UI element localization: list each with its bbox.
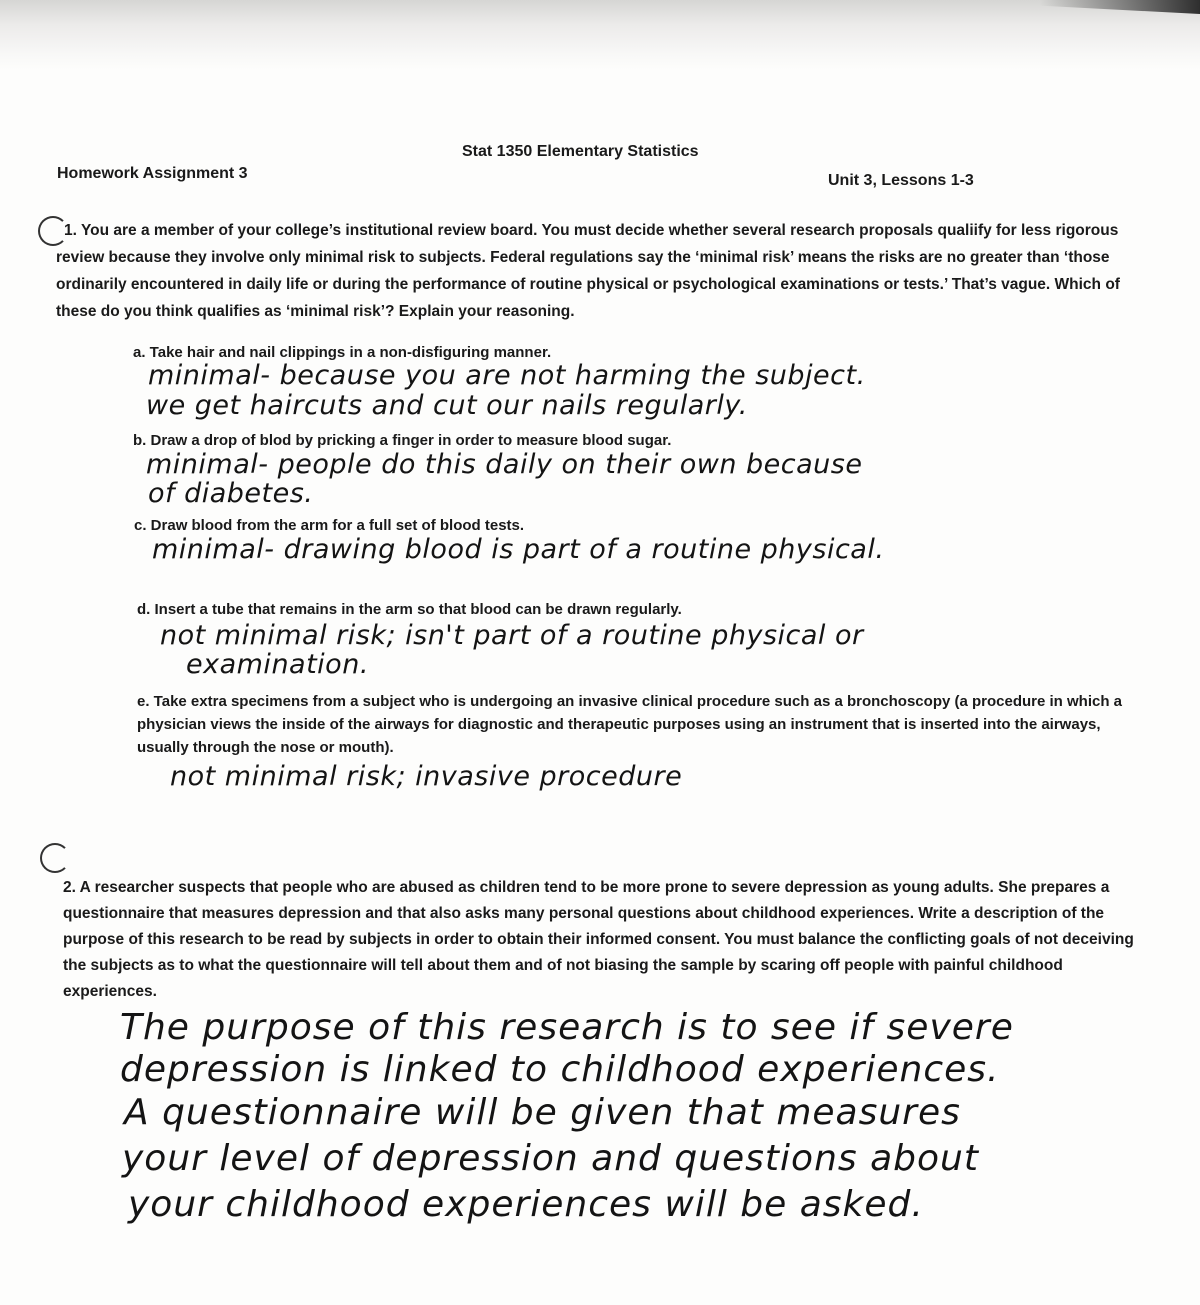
- item-e-text: e. Take extra specimens from a subject who is undergoing an invasive clinical procedure such as a bronchoscopy (a procedure in which a physician views the inside of the airways for diagnostic and therapeutic purposes using an instrument that is inserted into the airways, usually through the nose or mouth).: [137, 693, 1123, 756]
- assignment-title: Homework Assignment 3: [57, 165, 248, 182]
- answer-d-line-2: examination.: [186, 649, 369, 680]
- item-b-text: b. Draw a drop of blod by pricking a finger in order to measure blood sugar.: [133, 432, 672, 449]
- answer-c-line-1: minimal- drawing blood is part of a routine physical.: [152, 534, 885, 565]
- check-mark-icon: [40, 843, 70, 873]
- answer-2-line-5: your childhood experiences will be asked.: [128, 1184, 924, 1225]
- item-a-text: a. Take hair and nail clippings in a non-disfiguring manner.: [133, 344, 552, 361]
- answer-d-line-1: not minimal risk; isn't part of a routine physical or: [160, 620, 864, 651]
- question-text: A researcher suspects that people who are abused as children tend to be more prone to severe depression as young adults. She prepares a questionnaire that measures depression and that also asks many personal questions about childhood experiences. Write a description of the purpose of this research to be read by subjects in order to obtain their informed consent. You must balance the conflicting goals of not deceiving the subjects as to what the questionnaire will tell about them and of not biasing the sample by scaring off people with painful childhood experiences.: [63, 879, 1134, 1000]
- item-c-text: c. Draw blood from the arm for a full set of blood tests.: [134, 517, 525, 534]
- question-text: You are a member of your college’s institutional review board. You must decide whether several research proposals qualiify for less rigorous review because they involve only minimal risk to subjects. Federal regulations say the ‘minimal risk’ means the risks are no greater than ‘those ordinarily encountered in daily life or during the performance of routine physical or psychological examinations or tests.’ That’s vague. Which of these do you think qualifies as ‘minimal risk’? Explain your reasoning.: [56, 222, 1120, 320]
- question-number: 1.: [64, 222, 77, 239]
- unit-lessons: Unit 3, Lessons 1-3: [828, 172, 974, 189]
- answer-2-line-1: The purpose of this research is to see if severe: [120, 1007, 1014, 1048]
- answer-2-line-2: depression is linked to childhood experiences.: [120, 1049, 1000, 1090]
- scan-shadow: [0, 0, 1200, 70]
- question-1-prompt: [56, 217, 1161, 325]
- answer-e-line-1: not minimal risk; invasive procedure: [170, 761, 683, 792]
- answer-a-line-1: minimal- because you are not harming the subject.: [148, 360, 866, 391]
- answer-b-line-1: minimal- people do this daily on their own because: [146, 449, 863, 480]
- answer-b-line-2: of diabetes.: [148, 478, 314, 509]
- answer-2-line-3: A questionnaire will be given that measures: [124, 1092, 961, 1133]
- answer-2-line-4: your level of depression and questions about: [122, 1138, 979, 1179]
- course-title: Stat 1350 Elementary Statistics: [462, 143, 699, 160]
- question-number: 2.: [63, 879, 76, 896]
- answer-a-line-2: we get haircuts and cut our nails regularly.: [146, 390, 748, 421]
- item-d-text: d. Insert a tube that remains in the arm so that blood can be drawn regularly.: [137, 601, 682, 618]
- question-2-prompt: [63, 875, 1153, 1005]
